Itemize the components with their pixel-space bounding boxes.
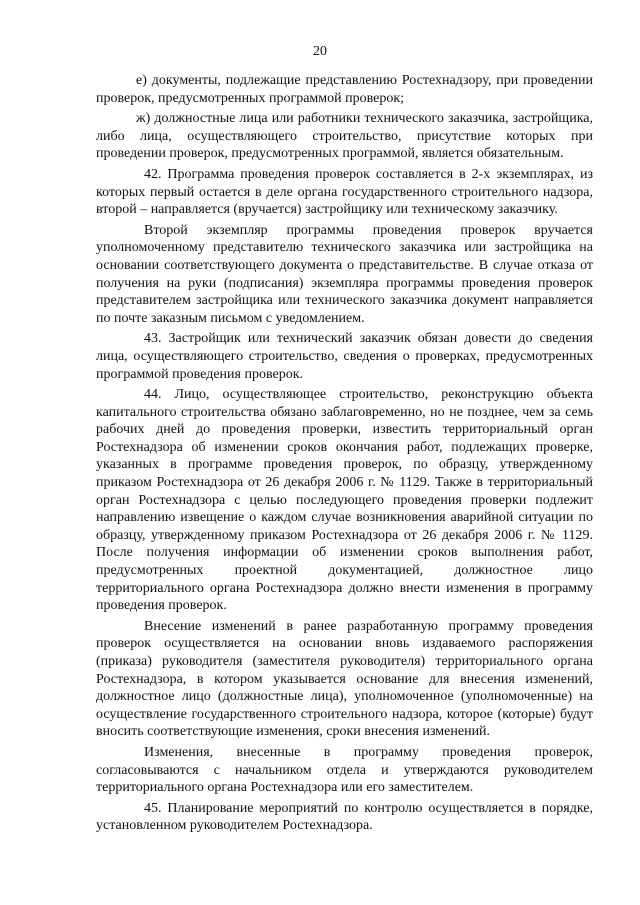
page-number: 20 (313, 44, 327, 59)
clause-44-approval: Изменения, внесенные в программу проведения проверок, согласовываются с начальником отдела и утверждаются руководителем территориального органа Ростехнадзора или его заместителем. (96, 744, 593, 796)
clause-44: 44. Лицо, осуществляющее строительство, реконструкцию объекта капитального строительства обязано заблаговременно, но не позднее, чем за семь рабочих дней до проведения проверки, известить территориальный орган Ростехнадзора об изменении сроков окончания работ, подлежащих проверке, указанных в программе проведения проверок, по образцу, утвержденному приказом Ростехнадзора от 26 декабря 2006 г. № 1129. Также в территориальный орган Ростехнадзора с целью последующего проведения проверки подлежит направлению извещение о каждом случае возникновения аварийной ситуации по образцу, утвержденному приказом Ростехнадзора от 26 декабря 2006 г. № 1129. После получения информации об изменении сроков выполнения работ, предусмотренных проектной документацией, должностное лицо территориального органа Ростехнадзора должно внести изменения в программу проведения проверок. (96, 387, 593, 614)
clause-44-changes: Внесение изменений в ранее разработанную программу проведения проверок осуществляется на основании вновь издаваемого распоряжения (приказа) руководителя (заместителя руководителя) территориального органа Ростехнадзора, в котором указывается основание для внесения изменений, должностное лицо (должностные лица), уполномоченное (уполномоченные) на осуществление государственного строительного надзора, которое (которые) будут вносить соответствующие изменения, сроки внесения изменений. (96, 618, 593, 740)
clause-42-second-copy: Второй экземпляр программы проведения проверок вручается уполномоченному представителю технического заказчика или застройщика на основании соответствующего документа о представительстве. В случае отказа от получения на руки (подписания) экземпляра программы проведения проверок представителем застройщика или технического заказчика документ направляется по почте заказным письмом с уведомлением. (96, 222, 593, 326)
document-body (96, 72, 593, 835)
clause-43: 43. Застройщик или технический заказчик обязан довести до сведения лица, осуществляющего строительство, сведения о проверках, предусмотренных программой проведения проверок. (96, 331, 593, 382)
list-item-e: е) документы, подлежащие представлению Ростехнадзору, при проведении проверок, предусмотренных программой проверок; (96, 73, 593, 106)
list-item-zh: ж) должностные лица или работники технического заказчика, застройщика, либо лица, осуществляющего строительство, присутствие которых при проведении проверок, предусмотренных программой, является обязательным. (96, 111, 593, 162)
clause-45: 45. Планирование мероприятий по контролю осуществляется в порядке, установленном руководителем Ростехнадзора. (96, 800, 593, 834)
clause-42: 42. Программа проведения проверок составляется в 2-х экземплярах, из которых первый остается в деле органа государственного строительного надзора, второй – направляется (вручается) застройщику или техническому заказчику. (96, 166, 593, 218)
